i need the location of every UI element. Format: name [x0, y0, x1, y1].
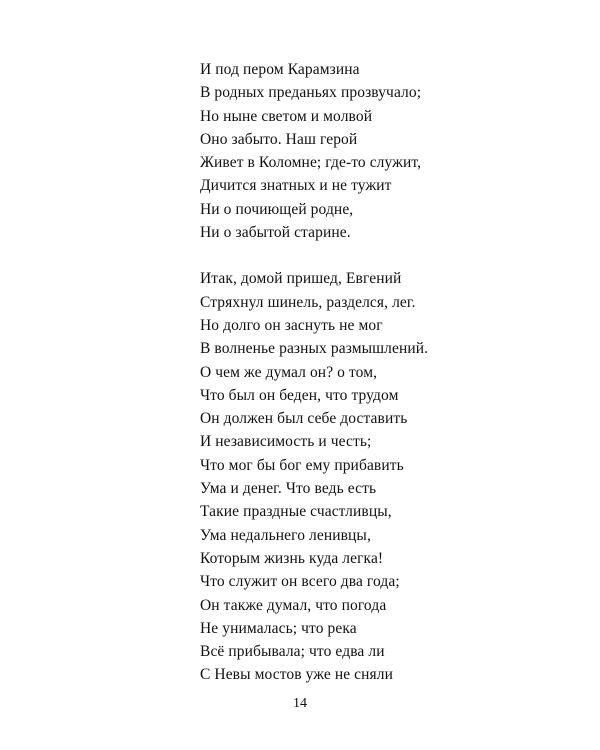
verse-line: Он также думал, что погода: [200, 596, 387, 614]
verse-line: Что служит он всего два года;: [200, 573, 400, 591]
verse-line: Но ныне светом и молвой: [200, 107, 373, 125]
verse-line: О чем же думал он? о том,: [200, 363, 378, 381]
stanza-2: [200, 267, 580, 686]
verse-line: Итак, домой пришед, Евгений: [200, 270, 402, 288]
verse-line: Не унималась; что река: [200, 619, 357, 637]
verse-line: И под пером Карамзина: [200, 61, 360, 78]
verse-line: Он должен был себе доставить: [200, 410, 408, 428]
verse-line: Которым жизнь куда легка!: [200, 549, 384, 567]
verse-line: Всё прибывала; что едва ли: [200, 643, 385, 661]
verse-line: Такие праздные счастливцы,: [200, 503, 392, 521]
page-number: 14: [293, 696, 307, 711]
verse-line: Ни о почиющей родне,: [200, 200, 354, 218]
verse-line: Оно забыто. Наш герой: [200, 130, 358, 148]
verse-line: Что мог бы бог ему прибавить: [200, 456, 404, 474]
verse-line: И независимость и честь;: [200, 433, 372, 451]
verse-line: Живет в Коломне; где-то служит,: [200, 154, 422, 172]
verse-line: Дичится знатных и не тужит: [200, 177, 392, 195]
verse-line: В родных преданьях прозвучало;: [200, 84, 422, 102]
verse-line: Ума недальнего ленивцы,: [200, 526, 371, 544]
verse-line: В волненье разных размышлений.: [200, 340, 429, 358]
verse-line: Стряхнул шинель, разделся, лег.: [200, 293, 416, 311]
verse-line: Что был он беден, что трудом: [200, 386, 399, 404]
poem-text: [200, 58, 580, 687]
verse-line: Ума и денег. Что ведь есть: [200, 480, 377, 498]
verse-line: С Невы мостов уже не сняли: [200, 666, 394, 684]
verse-line: Но долго он заснуть не мог: [200, 316, 383, 334]
stanza-1: [200, 58, 580, 244]
verse-line: Ни о забытой старине.: [200, 224, 351, 242]
